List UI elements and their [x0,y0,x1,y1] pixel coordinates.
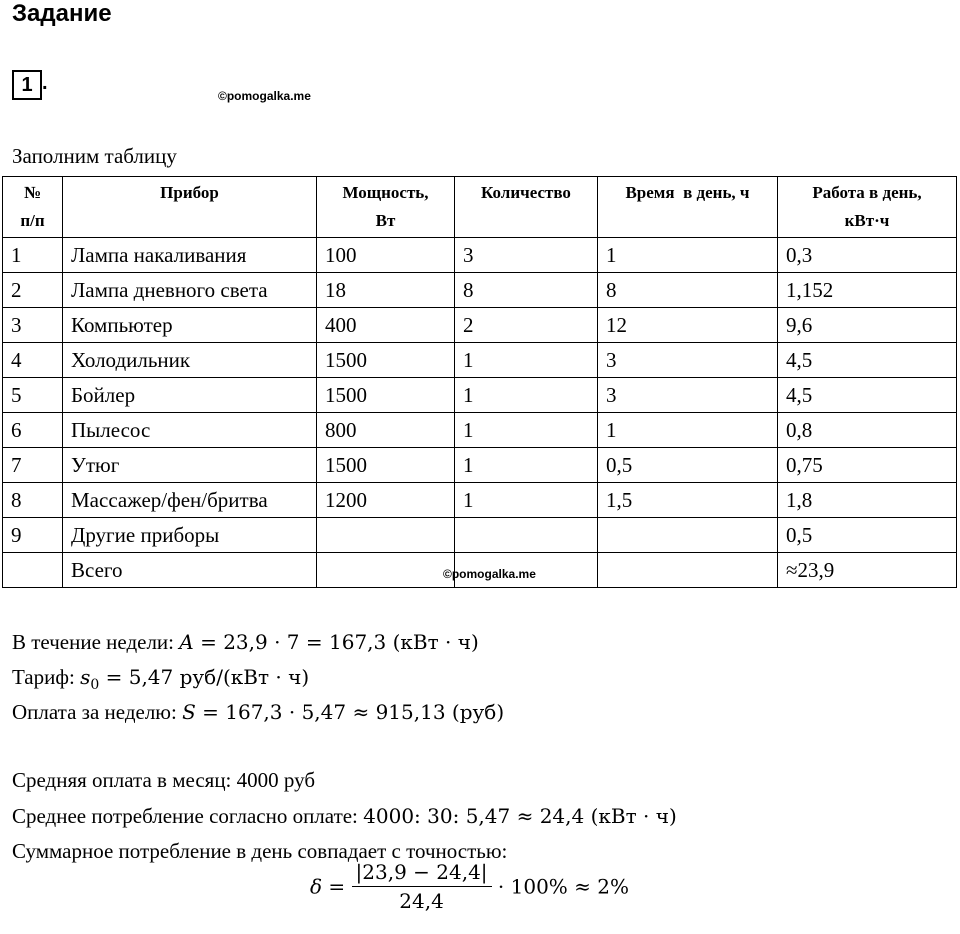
cell-number: 9 [3,518,63,553]
avg-consumption-line [12,804,677,829]
col-header-power: Мощность, Вт [317,177,455,238]
cell-work: 1,152 [778,273,957,308]
cell-count: 1 [455,378,598,413]
cell-power: 1500 [317,448,455,483]
cell-work: 0,3 [778,238,957,273]
cell-device: Компьютер [63,308,317,343]
formula-denominator: 24,4 [399,889,444,913]
avg-cons-expr: 4000: 30: 5,47 ≈ 24,4 (кВт · ч) [363,804,677,828]
table-header-row [3,177,957,238]
pay-var: S [182,700,196,724]
cell-time: 12 [598,308,778,343]
avg-pay-line: Средняя оплата в месяц: 4000 руб [12,768,316,792]
intro-text: Заполним таблицу [12,144,177,168]
task-number-dot: . [42,72,48,94]
formula-tail: · 100% ≈ 2% [497,874,629,899]
table-row [3,448,957,483]
cell-device: Утюг [63,448,317,483]
cell-device: Лампа накаливания [63,238,317,273]
cell-number: 2 [3,273,63,308]
cell-device: Пылесос [63,413,317,448]
cell-power: 1200 [317,483,455,518]
cell-work: 0,8 [778,413,957,448]
tariff-sub: 0 [90,677,100,694]
cell-number: 5 [3,378,63,413]
cell-count: 2 [455,308,598,343]
cell-time: 1 [598,238,778,273]
table-row [3,518,957,553]
formula-fraction [352,860,492,913]
cell-count: 3 [455,238,598,273]
cell-count [455,518,598,553]
table-row [3,378,957,413]
cell-device: Всего [63,553,317,588]
cell-time [598,518,778,553]
table-row [3,273,957,308]
appliance-table [2,176,957,588]
cell-power: 400 [317,308,455,343]
tariff-label: Тариф: [12,665,81,689]
cell-time: 3 [598,378,778,413]
cell-time: 1,5 [598,483,778,518]
cell-work: 4,5 [778,378,957,413]
cell-number: 4 [3,343,63,378]
col-header-number: № п/п [3,177,63,238]
cell-power: 1500 [317,378,455,413]
cell-power: 100 [317,238,455,273]
formula-numerator: |23,9 − 24,4| [352,860,492,887]
cell-number: 8 [3,483,63,518]
cell-power: 1500 [317,343,455,378]
cell-number: 6 [3,413,63,448]
task-number: 1 [12,70,42,100]
watermark-table: ©pomogalka.me [443,567,536,581]
cell-power [317,518,455,553]
table-row [3,483,957,518]
cell-count: 1 [455,343,598,378]
cell-count: 1 [455,448,598,483]
formula-eq: = [328,874,346,899]
cell-device: Другие приборы [63,518,317,553]
cell-count: 8 [455,273,598,308]
weekly-pay-line [12,700,504,725]
cell-time: 8 [598,273,778,308]
col-header-device: Прибор [63,177,317,238]
cell-work: 9,6 [778,308,957,343]
watermark-top: ©pomogalka.me [218,89,311,103]
cell-work: 0,75 [778,448,957,483]
cell-number: 7 [3,448,63,483]
cell-number: 3 [3,308,63,343]
cell-device: Массажер/фен/бритва [63,483,317,518]
week-work-line [12,630,479,655]
week-var: A [179,630,194,654]
cell-work: 1,8 [778,483,957,518]
cell-number: 1 [3,238,63,273]
col-header-time: Время в день, ч [598,177,778,238]
table-row [3,343,957,378]
table-row [3,308,957,343]
cell-power: 800 [317,413,455,448]
cell-count: 1 [455,413,598,448]
page-title: Задание [12,0,112,27]
week-expr: = 23,9 · 7 = 167,3 (кВт · ч) [193,630,479,654]
week-label: В течение недели: [12,630,180,654]
table-row [3,413,957,448]
table-row [3,238,957,273]
avg-cons-label: Среднее потребление согласно оплате: [12,804,364,828]
cell-device: Бойлер [63,378,317,413]
col-header-count: Количество [455,177,598,238]
accuracy-line: Суммарное потребление в день совпадает с точностью: [12,839,508,863]
cell-time [598,553,778,588]
pay-label: Оплата за неделю: [12,700,183,724]
cell-count: 1 [455,483,598,518]
cell-time: 1 [598,413,778,448]
tariff-line [12,665,309,693]
cell-device: Холодильник [63,343,317,378]
cell-work: 0,5 [778,518,957,553]
cell-time: 3 [598,343,778,378]
pay-expr: = 167,3 · 5,47 ≈ 915,13 (руб) [195,700,505,724]
cell-work: ≈23,9 [778,553,957,588]
cell-time: 0,5 [598,448,778,483]
cell-power: 18 [317,273,455,308]
cell-number [3,553,63,588]
accuracy-formula [310,860,629,913]
cell-work: 4,5 [778,343,957,378]
cell-device: Лампа дневного света [63,273,317,308]
cell-power [317,553,455,588]
tariff-expr: = 5,47 руб/(кВт · ч) [99,665,310,689]
col-header-work: Работа в день, кВт·ч [778,177,957,238]
tariff-var: s [80,665,91,689]
formula-var: δ [310,874,323,899]
